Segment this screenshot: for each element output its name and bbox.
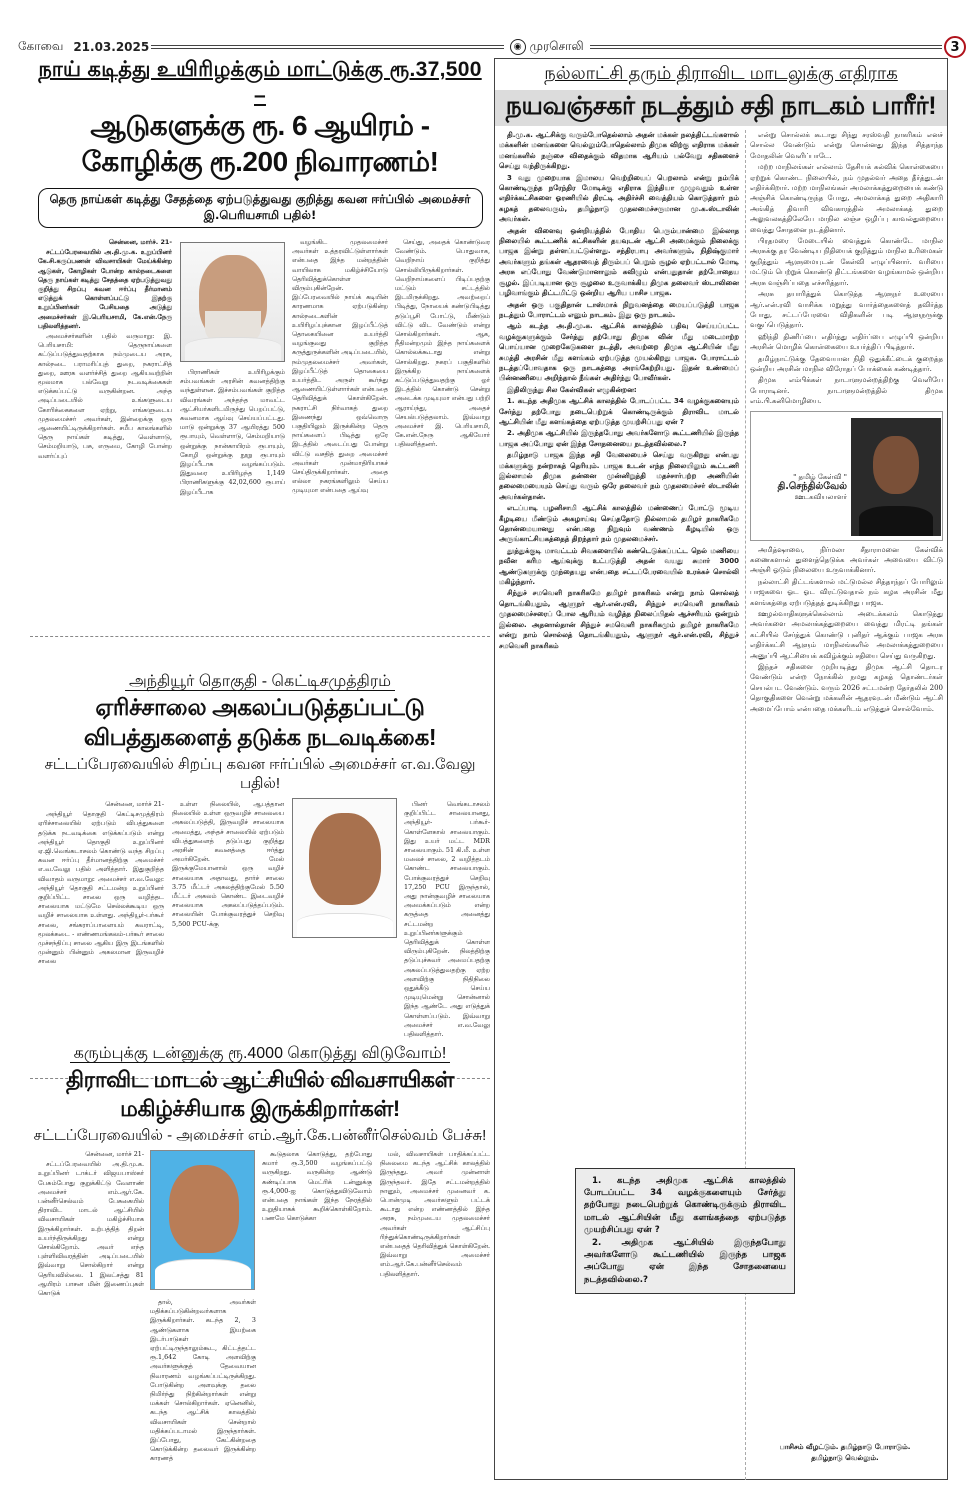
article-column-3 (292, 238, 388, 638)
paragraph: என்று சொல்லக் கூடாது சிந்து சரஸ்வதி நாகரிகம் எனச் சொல்ல வேண்டும் என்று சொன்னது இந்த சித்தாந்த மோதலின் வெளிப்பாடே. (750, 131, 943, 160)
paragraph: பிராணிகள் உயிரிழக்கும் சம்பவங்கள் அரசின் கவனத்திற்கு வந்துள்ளன. இச்சம்பவங்கள் குறித்த விவரங்கள் அந்தந்த மாவட்ட ஆட்சியர்களிடமிருந்து பெறப்பட்டு, கவனமாக ஆய்வு செய்யப்பட்டது. மாடு ஒன்றுக்கு 37 ஆயிரத்து 500 ரூபாயும், வெள்ளாடு, செம்மறியாடு ஒன்றுக்கு நான்காயிரம் ரூபாயும், கோழி ஒன்றுக்கு நூறு ரூபாயும் இழப்பீடாக வழங்கப்படும். இதுவரை உயிரிழந்த 1,149 பிராணிகளுக்கு 42,02,600 ரூபாய் இழப்பீடாக (180, 368, 285, 496)
question-2: 2. அதிமுக ஆட்சியில் இருந்தபோது அவர்களோடு கூட்டணியில் இருந்த பாஜக அப்போது ஏன் இந்த சோதனையை நடத்தவில்லை.? (499, 429, 739, 448)
paragraph: ஊழல்வாதிகளுக்கெல்லாம் அடைக்கலம் கொடுத்து அவர்களை அமலாக்கத்துறையை வைத்து மிரட்டி தங்கள் கட்சியில் சேர்த்துக் கொண்டு புனிதர் ஆக்கும் பாஜக அரசு எதிர்க்கட்சி ஆளும் மாநிலங்களில் அமலாக்கத்துறையை அனுப்பி ஆட்சியைக் கவிழ்க்கும் சதியை செய்து வருகிறது. (750, 610, 943, 660)
article-column-3 (262, 1150, 372, 1470)
article-dravidian-model-opinion (494, 58, 948, 1480)
article-deck: தெரு நாய்கள் கடித்து சேதத்தை ஏற்படுத்துவது குறித்து கவன ஈர்ப்பில் அமைச்சர் இ.பெரியசாமி பதில்! (38, 188, 483, 228)
article-kicker (30, 672, 490, 692)
article-column-4 (395, 238, 490, 638)
article-anthiyur-road (30, 672, 490, 1079)
article-headline: நயவஞ்சகர் நடத்தும் சதி நாடகம் பாரீர்! (495, 90, 947, 126)
author-name: தி.செந்தில்வேல் (777, 480, 847, 492)
article-headline: ஆடுகளுக்கு ரூ. 6 ஆயிரம் - கோழிக்கு ரூ.200 நிவாரணம்! (81, 110, 439, 177)
page-number-badge: 3 (944, 36, 966, 58)
article-sugarcane-price (30, 1044, 490, 1476)
portrait (309, 813, 381, 905)
paragraph: அந்தியூர் தொகுதி கெட்டிசமுத்திரம் ஏரிச்சாலையில் ஏற்படும் விபத்துகளை தடுக்க நடவடிக்கை எடுக்கப்படும் என்று அந்தியூர் தொகுதி உறுப்பினர் ஏ.ஜி.வெங்கடாசலம் கொண்டு வந்த சிறப்பு கவன ஈர்ப்பு தீர்மானத்திற்கு அமைச்சர் எ.வ.வேலு பதில் அளித்தார். இதுகுறித்த விவாதம் வருமாறு: அமைச்சர் எ.வ.வேலு: அந்தியூர் தொகுதி சட்டமன்ற உறுப்பினர் குறிப்பிட்ட சாலை ஒரு வழித்தட சாலையாக மட்டுமே செல்லக்கூடிய ஒரு வழிச் சாலையாக உள்ளது. அந்தியூர்-பர்கூர் சாலை, சங்கராப்பாளையம் கவராட்டி, மூலக்கடை - எண்ணமங்கலம்-பர்கூர் சாலை முச்சந்திப்பு சாலை ஆகிய இரு இடங்களில் முன்னும் பின்னும் அகலமான இருவழிச் சாலை (38, 810, 164, 966)
paragraph: அமைச்சர்களின் பதில் வருமாறு: இ. பெரியசாமி: தெருநாய்களை கட்டுப்படுத்துவதற்காக நம்முடைய அரசு, கால்நடை பராமரிப்புத் துறை, நகராட்சித் துறை, ஊரக வளர்ச்சித் துறை ஆகியவற்றின் மூலமாக பல்வேறு நடவடிக்கைகள் எடுக்கப்பட்டு வருகின்றன. அந்த அடிப்படையில் உங்களுடைய கோரிக்கைகளை ஏற்று, எங்களுடைய முதலமைச்சர் அவர்கள், இன்றைக்கு ஒரு ஆணையிட்டிருக்கிறார்கள். சமீப காலங்களில் தெரு நாய்கள் கடித்து, வெள்ளாடு, செம்மறியாடு, பசு, எருமை, கோழி போன்ற வளர்ப்புப் (38, 332, 172, 460)
kicker-text: அந்தியூர் தொகுதி - கெட்டிசமுத்திரம் (125, 673, 395, 691)
paragraph: மற்ற மாநிலங்கள் எல்லாம் தேசியக் கல்விக் கொள்கையை ஏற்றுக் கொண்ட நிலையில், நம் முதல்வர் அதை தீர்த்துடன் எதிர்க்கிறார். மற்ற மாநிலங்கள் அமலாக்கத்துறையைக் கண்டு அஞ்சிக் கொண்டிருந்த போது, அமலாக்கத் துறை அதிகாரி அங்கித் திவாரி விவகாரத்தில் அமலாக்கத் துறை அலுவலகத்திலேயே மாநில லஞ்ச ஒழிப்பு காவல்துறையை வைத்து சோதனை நடத்தினார். (750, 163, 943, 234)
article-body (30, 794, 490, 1074)
portrait (169, 1165, 239, 1253)
paragraph: எடப்பாடி பழனிசாமி ஆட்சிக் காலத்தில் மண்ணைப் போட்டு மூடிய கீழடியை மீண்டும் அகழாய்வு செய்ததோடு நில்லாமல் தமிழர் நாகரிகமே தொன்மையானது என்பதை நிறுவும் வண்ணம் கீழடியில் ஒரு அருங்காட்சியகத்தைத் திறந்தார் நம் முதலமைச்சர். (499, 504, 739, 544)
portrait-shoulders (185, 337, 281, 361)
portrait-shoulders (155, 1259, 251, 1289)
paragraph: தி.மு.க. ஆட்சிக்கு வரும்போதெல்லாம் அதன் மக்கள் நலத்திட்டங்களால் மக்களின் மனங்களை வெல்லும்போதெல்லாம் திமுக விற்கு எதிராக மக்கள் மனங்களில் நஞ்சை விதைக்கும் விதமாக ஆரியம் பல்வேறு சதிகளைச் செய்து வந்திருக்கிறது. (499, 131, 739, 171)
article-column-1 (38, 1150, 144, 1470)
dateline: சென்னை, மார்ச் 21- (105, 800, 164, 808)
drum-logo-icon: ◉ (510, 39, 526, 55)
masthead-rule-right (590, 45, 942, 49)
lead-paragraph: சட்டப்பேரவையில் அ.தி.மு.க. உறுப்பினர் கே.சி.கருப்பணன் விவசாயிகள் மேய்க்கின்ற ஆடுகள், கோழிகள் போன்ற கால்நடைகளை தெரு நாய்கள் கடித்து சேதத்தை ஏற்படுத்துவது குறித்து சிறப்பு கவன ஈர்ப்பு தீர்மானம் எடுத்துக் கொள்ளப்பட்டு இதற்கு உறுப்பினர்கள் பேசியதை அடுத்து அமைச்சர்கள் இ.பெரியசாமி, கே.என்.நேரு பதிலளித்தனர். (38, 248, 172, 330)
paragraph: வழங்கிட முதலமைச்சர் அவர்கள் உத்தரவிட்டுள்ளார்கள் என்பதை இந்த மன்றத்தின் வாயிலாக மகிழ்ச்சியோடு தெரிவித்துக்கொள்ள விரும்புகின்றேன். இப்பேரவையில் நாய்க் கடியின் காரணமாக ஏற்படுகின்ற கால்நடைகளின் உயிரிழப்புக்கான இழப்பீட்டுத் தொகையினை உயர்த்தி வழங்குவது குறித்த கருத்துருக்களின் அடிப்படையில், நம்முதலமைச்சர் அவர்கள், இழப்பீட்டுத் தொகையை உயர்த்திட அருள் கூர்ந்து ஆணையிட்டுள்ளார்கள் என்பதை தெரிவித்துக் கொள்கிறேன். நகராட்சி நிர்வாகத் துறை இணைந்து ஒவ்வொரு பகுதியிலும் இருக்கின்ற தெரு நாய்களைப் பிடித்து ஒரே இடத்தில் அடைப்பது போன்று விட்டு வசதித் துறை அமைச்சர் அவர்கள் முன்மாதிரியாகச் செய்திருக்கிறார்கள். அதை எல்லா நகரங்களிலும் செய்ய முடியுமா என்பதை ஆய்வு (292, 238, 388, 495)
article-stray-dogs (30, 58, 490, 637)
article-kicker: நாய் கடித்து உயிரிழக்கும் மாட்டுக்கு ரூ.37,500 – (38, 58, 482, 107)
paragraph: மல், விவசாயிகள் பாதிக்கப்பட்ட நிலைமை கடந்த ஆட்சிக் காலத்தில் இருந்தது. அவர் முன்னாள் இருந்தவர். இதே சட்டமன்றத்தில் நானும், அமைச்சர் முனைவர் க. பொன்முடி அவர்களும் பட்டக் கூடாது என்ற எண்ணத்தில் இந்த அரசு, நம்முடைய முதலமைச்சர் அவர்கள் ஆட்சிப்பு ரிந்துக்கொண்டிருக்கிறார்கள் என்பதைத் தெரிவித்துக் கொள்கிறேன். இவ்வாறு அமைச்சர் எம்.ஆர்.கே.பன்னீர்செல்வம் பதிலளித்தார். (380, 1150, 490, 1278)
paragraph: கூடுதலாக கொடுத்து, தற்போது சுமார் ரூ.3,500 வழங்கப்பட்டு வருகிறது. வருகின்ற ஆண்டு கண்டிப்பாக மெட்ரிக் டன்னுக்கு ரூ.4,000-ஐ கொடுத்துவிடுவோம் என்பதை நாங்கள் இந்த நேரத்தில் உறுதியாகக் கூறிக்கொள்கிறோம். பணமே கொடுக்கா (262, 1150, 372, 1223)
closing-slogan (745, 1442, 945, 1464)
question-1: 1. கடந்த அதிமுக ஆட்சிக் காலத்தில் போடப்பட்ட 34 வழக்குகளையும் சேர்த்து தற்போது நடைபெற்றுக் கொண்டிருக்கும் திராவிட மாடல் ஆட்சியின் மீது களங்கத்தை ஏற்படுத்த முயற்சிப்பது ஏன் ? (499, 397, 739, 426)
article-column-2 (150, 1298, 256, 1470)
article-subheadline: சட்டப்பேரவையில் - அமைச்சர் எம்.ஆர்.கே.பன்னீர்செல்வம் பேச்சு! (33, 1127, 487, 1144)
paragraph: செய்து, அதைக் கொண்டுவர வேண்டும். பொதுவாக, வெறிநாய் குறித்து சொல்லியிருக்கிறார்கள். வெறிநாய்களைப் பிடிப்பதற்கு மட்டும் சட்டத்தில் இடமிருக்கிறது. அவற்றைப் பிடித்து, நோயைக் கண்டுபிடித்து தடுப்பூசி போட்டு, மீண்டும் விட்டு விட வேண்டும் என்று சொல்கிறார்கள். ஆக, நீதிமன்றமும் இந்த நாய்களைக் கொல்லக்கூடாது என்று சொல்கிறது. நகரப் பகுதிகளில் இருக்கிற நாய்களைக் கட்டுப்படுத்துவதற்கு ஓர் இடத்தில் கொண்டு சென்று அடைக்க முடியுமா என்பது பற்றி ஆராய்ந்து, அதைச் செயல்படுத்தலாம். இவ்வாறு அமைச்சர் இ. பெரியசாமி, கே.என்.நேரு ஆகியோர் பதிலளித்தனர். (395, 238, 490, 449)
kicker-text: கரும்புக்கு டன்னுக்கு ரூ.4000 கொடுத்து விடுவோம்! (70, 1045, 451, 1063)
paragraph: நல்லாட்சி திட்டங்களால் மட்டுமல்ல சித்தாந்தப் போரிலும் பாஜகவை ஓட ஓட விரட்டுவதால் நம் கழக அரசின் மீது களங்கத்தை ஏற்படுத்தத் துடிக்கிறது பாஜக. (750, 577, 943, 607)
slogan-line-1: பாசிசம் வீழட்டும். தமிழ்நாடு போராடும். (779, 1443, 911, 1451)
edition-city: கோவை (18, 39, 64, 53)
minister-photo-velu (292, 798, 397, 938)
highlight-questions-box (575, 1168, 795, 1294)
portrait-shoulders (859, 506, 933, 536)
highlight-question-1: 1. கடந்த அதிமுக ஆட்சிக் காலத்தில் போடப்பட்ட 34 வழக்குகளையும் சேர்த்து தற்போது நடைபெற்றுக் கொண்டிருக்கும் திராவிட மாடல் ஆட்சியின் மீது களங்கத்தை ஏற்படுத்த முயற்சிப்பது ஏன் ? (584, 1176, 786, 1235)
portrait (873, 436, 919, 494)
article-body (30, 232, 490, 632)
paragraph: தால், அவர்கள் மதிக்கப்படுகின்றவர்களாக இருக்கிறார்கள். கடந்த 2, 3 ஆண்டுகளாக இயற்கை இடர்பாடுகள் ஏற்பட்டிருந்தாலும்கூட, கிட்டத்தட்ட ரூ.1,642 கோடி அளவிற்கு அவர்களுக்குத் தேவையான நிவாரணம் வழங்கப்பட்டிருக்கிறது. போடுகின்ற அளவுக்கு தலை நிமிர்ந்து நிற்கின்றார்கள் என்று மக்கள் சொல்கிறார்கள். ஏனெனில், கடந்த ஆட்சிக் காலத்தில் விவசாயிகள் சென்றால் மதிக்கப்படாமல் இருந்தார்கள். இப்போது, கேட்கின்றதை கொடுக்கின்ற தலைவர் இருக்கின்ற காரணத் (150, 1298, 256, 1463)
article-body (495, 126, 947, 1486)
paragraph: இந்தச் சதிகளை முறியடித்து திமுக ஆட்சி தொடர வேண்டும் என்ற நோக்கில் நமது கழகத் தொண்டர்கள் செயல்பட வேண்டும். வரும் 2026 சட்டமன்ற தேர்தலில் 200 தொகுதிகளை வென்று மக்களின் ஆதரவுடன் மீண்டும் ஆட்சி அமைப்போம் என்பதை மக்களிடம் எடுத்துச் சொல்வோம். (750, 663, 943, 713)
article-kicker (30, 1044, 490, 1064)
paragraph: அரசு தயாரித்துக் கொடுத்த ஆளுநர் உரையை ஆர்.என்.ரவி வாசிக்க மறுத்து வார்த்தைகளைத் தவிர்த்த போது, சட்டப்பேரவை விதிகளின் படி ஆளுநருக்கு வகுப்பெடுத்தார். (750, 290, 943, 330)
paragraph: பினர் வெங்கடாசலம் குறிப்பிட்ட சாலையானது, அந்தியூர்- பர்கூர்-கொள்ளேகால் சாலையாகும். இது உயர் மட்ட MDR சாலையாகும். 51 கி.மீ. உள்ள மலைச் சாலை, 2 வழித்தடம் கொண்ட சாலையாகும். போக்குவரத்துச் செறிவு 17,250 PCU இருந்தால், அது நான்குவழிச் சாலையாக அமைக்கப்படும் என்ற கருத்தை அனைத்து சட்டமன்ற உறுப்பினர்களுக்கும் தெரிவித்துக் கொள்ள விரும்புகிறேன். நிலத்திற்கு தடுப்புச்சுவர் அமைப்பதற்கு அகலப்படுத்துவதற்கு ஏற்ற அளவிற்கு நிதிநிலை ஒதுக்கீடு செய்ய முடியுமென்று சொன்னால் இந்த ஆண்டே அது எடுத்துக் கொள்ளப்படும். இவ்வாறு அமைச்சர் எ.வ.வேலு பதிலளித்தார். (404, 800, 490, 1039)
article-headline: ஏரிச்சாலை அகலப்படுத்தப்பட்டு விபத்துகளைத் தடுக்க நடவடிக்கை! (83, 694, 437, 750)
author-role: ஊடகவியலாளர் (794, 493, 847, 502)
article-column-2 (180, 368, 285, 638)
paragraph: இதிலிருந்து சில கேள்விகள் எழுகின்றன: (507, 385, 637, 394)
paragraph: தமிழ்நாட்டுக்கு தேவையான நிதி ஒதுக்கீட்டைக் குறைத்த ஒன்றிய அரசின் மாநில விரோதப் போக்கைக் கண்டித்தார். (750, 354, 943, 373)
article-column-2 (172, 800, 284, 1072)
paragraph: அதன் விளைவு ஒன்றியத்தில் போதிய பெரும்பான்மை இல்லாத நிலையில் கூட்டணிக் கட்சிகளின் தயவுடன் ஆட்சி அமைக்கும் நிலைக்கு பாஜக இன்று தள்ளப்பட்டுள்ளது. சந்திரபாபு அவர்களும், நிதிஷ்குமார் அவர்களும் தங்கள் ஆதரவைத் திரும்பப் பெறும் சூழல் ஏற்பட்டால் மோடி அரசு எப்போது வேண்டுமானாலும் கவிழும் என்பதுதான் தற்போதைய சூழல். இப்படியான ஒரு சூழலை உருவாக்கிய திமுக தலைவர் ஸ்டாலினை பழிவாங்கும் திட்டமிட்டு ஒன்றிய ஆரிய பாசிச பாஜக. (499, 226, 739, 298)
highlight-question-2: 2. அதிமுக ஆட்சியில் இருந்தபோது அவர்களோடு கூட்டணியில் இருந்த பாஜக அப்போது ஏன் இந்த சோதனையை நடத்தவில்லை.? (584, 1238, 786, 1285)
dateline: சென்னை, மார்ச். 21- (108, 238, 172, 246)
paragraph: தமிழ்நாடு பாஜக இந்த சதி வேலையைச் செய்து வருகிறது என்பது மக்களுக்கு நன்றாகத் தெரியும். பாஜக உடன் எந்த நிலையிலும் கூட்டணி இல்லாமல் திமுக தன்னை முன்னிறுத்தி மதச்சார்பற்ற அணியின் தலைமையையும் செய்து வரும் ஒரே தலைவர் நம் முதலமைச்சர் ஸ்டாலின் அவர்கள்தான். (499, 451, 739, 501)
paper-name: முரசொலி (529, 39, 584, 53)
edition-date: 21.03.2025 (73, 40, 150, 54)
paragraph: பிரதமரை மேடையில் வைத்துக் கொண்டே மாநில அரசுக்கு தர வேண்டிய நிதியைக் குறித்தும் மாநில உரிமைகள் குறித்தும் ஆளுமையுடன் கேள்வி எழுப்பினார். வரியை மட்டும் பெற்றுக் கொண்டு திட்டங்களை வழங்காமல் ஒன்றிய அரசு வஞ்சிப்பதை எச்சரித்தார். (750, 237, 943, 287)
article-headline: திராவிட மாடல் ஆட்சியில் விவசாயிகள் மகிழ்ச்சியாக இருக்கிறார்கள்! (66, 1067, 454, 1121)
masthead (18, 36, 966, 58)
paragraph: ஹிந்தி திணிப்பை எதிர்த்து எதிர்ப்பை எழுப்பி ஒன்றிய அரசின் மொழிக் கொள்கையை உயர்த்திப் பிடித்தார். (750, 332, 943, 352)
paragraph: 3 வது முறையாக இமாலய வெற்றியைப் பெறலாம் என்று நம்பிக் கொண்டிருந்த நரேந்திர மோடிக்கு எதிராக இந்தியா முழுவதும் உள்ள எதிர்க்கட்சிகளை ஓரணியில் திரட்டி அதிர்ச்சி வைத்தியம் கொடுத்தார் நம் கழகத் தலைவரும், தமிழ்நாடு முதலமைச்சருமான மு.க.ஸ்டாலின் அவர்கள். (499, 173, 739, 224)
article-subheadline: சட்டப்பேரவையில் சிறப்பு கவன ஈர்ப்பில் அமைச்சர் எ.வ.வேலு பதில்! (44, 756, 476, 792)
paper-logo (506, 39, 588, 55)
article-kicker: நல்லாட்சி தரும் திராவிட மாடலுக்கு எதிராக (544, 63, 898, 83)
paragraph: திமுக எம்பிக்கள் நாடாளுமன்றத்திற்கு வெளியே போராடினர். நாடாளுமன்றத்தில் திமுக எம்.பி.கனிமொழியை. (750, 376, 943, 406)
minister-photo-panneerselvam (150, 1150, 255, 1290)
paragraph: அதன் ஒரு பகுதிதான் டாஸ்மாக் நிறுவனத்தை மையப்படுத்தி பாஜக நடத்தும் போராட்டம் எனும் நாடகம். இது ஒரு நாடகம். (499, 300, 739, 319)
minister-photo-periyasamy (180, 242, 285, 362)
paragraph: சிந்துச் சமவெளி நாகரிகமே தமிழர் நாகரிகம் என்று நாம் சொல்லத் தொடங்கியதும், ஆளுநர் ஆர்.என்.ரவி, சிந்துச் சமவெளி நாகரிகம் முதலமைச்சரைப் போல ஆரியம் வழித்த நிலைப்பிதல் ஆச்சரியம் ஒன்றும் இல்லை. அதனால்தான் சிந்துச் சமவெளி நாகரிகமும் தமிழர் நாகரிகமே என்று நாம் சொல்லத் தொடங்கியதும், ஆளுநர் ஆர்.என்.ரவி, சிந்துச் சமவெளி நாகரிகம் (499, 589, 739, 650)
paragraph: அமித்ஷாவை, நிர்மலா சீதாராமனை கேள்விக் கணைகளால் துளைத்தெடுக்க அவர்கள் அவையை விட்டு அஞ்சி ஓடும் நிலையை உருவாக்கினார். (750, 545, 943, 575)
paragraph: உள்ள நிலையில், ஆபத்தான நிலையில் உள்ள ஒருவழிச் சாலையை அகலப்படுத்தி, இருவழிச் சாலையாக அமைத்து, அந்தச் சாலையில் ஏற்படும் விபத்துகளைத் தடுப்பது குறித்து அரசின் கவனத்தை ஈர்த்து அமர்கிறேன். மேல் இருக்குமேயானால் ஒரு வழிச் சாலையாக அதாவது, தார்ச் சாலை 3.75 மீட்டர் அகலத்திற்குமேல் 5.50 மீட்டர் அகலம் கொண்ட இடைவழிச் சாலையாக அகலப்படுத்தப்படும். சாலையின் போக்குவரத்துச் செறிவு 5,500 PCU-க்கு (172, 800, 284, 928)
paragraph: ஆம் கடந்த அ.தி.மு.க. ஆட்சிக் காலத்தில் பதிவு செய்யப்பட்ட வழக்குகளுக்கும் சேர்த்து தற்போது திமுக வின் மீது மடைமாற்ற பொய்யான முறைகேடுகளை நடத்தி, அவற்றை திமுக ஆட்சியின் மீது சுமத்தி அரசின் மீது களங்கம் ஏற்படுத்த முயல்கிறது பாஜக. போராட்டம் நடத்தப்போவதாக ஒரு நாடகத்தை அரங்கேற்றியது. இதன் உண்மைப் பின்னணியை அறிந்தால் நீங்கள் அதிர்ந்து போவீர்கள். (499, 322, 739, 383)
portrait-shoulders (297, 913, 393, 937)
masthead-rule-left (151, 45, 503, 49)
dateline: சென்னை, மார்ச் 21- (85, 1150, 144, 1158)
article-column-4 (404, 800, 490, 1072)
article-column-4 (380, 1150, 490, 1470)
author-box (750, 411, 943, 541)
slogan-line-2: தமிழ்நாடு வெல்லும். (811, 1454, 879, 1462)
portrait (199, 255, 267, 341)
author-caption (755, 472, 847, 503)
author-photo (851, 418, 941, 536)
paragraph: சட்டப்பேரவையில் அ.தி.மு.க. உறுப்பினர் டாக்டர் விஜயபாஸ்கர் பேசும்போது குறுக்கிட்டு வேளாண் அமைச்சர் எம்.ஆர்.கே. பன்னீர்செல்வம் பேசுகையில் திராவிட மாடல் ஆட்சியில் விவசாயிகள் மகிழ்ச்சியாக இருக்கிறார்கள். உற்பத்தித் திறன் உயர்ந்திருக்கிறது என்று சொல்கிறோம். அவர் எந்த புள்ளிவிவரத்தின் அடிப்படையில் இவ்வாறு சொல்கிறார் என்று தெரியவில்லை. 1 இலட்சத்து 81 ஆயிரம் பாசன மின் இணைப்புகள் கொடுக் (38, 1160, 144, 1298)
article-column-1 (38, 800, 164, 1072)
article-body (30, 1146, 490, 1476)
article-column-1 (38, 238, 172, 638)
paragraph: தூத்துக்குடி மாவட்டம் சிவகளையில் கண்டெடுக்கப்பட்ட நெல் மணியை நவீன கரிம ஆய்வுக்கு உட்படுத்தி அதன் வயது சுமார் 3000 ஆண்டுகளுக்கு முந்தையது என்பதை சட்டப்பேரவையில் உரக்கச் சொல்லி மகிழ்ந்தார். (499, 546, 739, 587)
column-label: " தமிழ் கேள்வி " (793, 472, 847, 481)
